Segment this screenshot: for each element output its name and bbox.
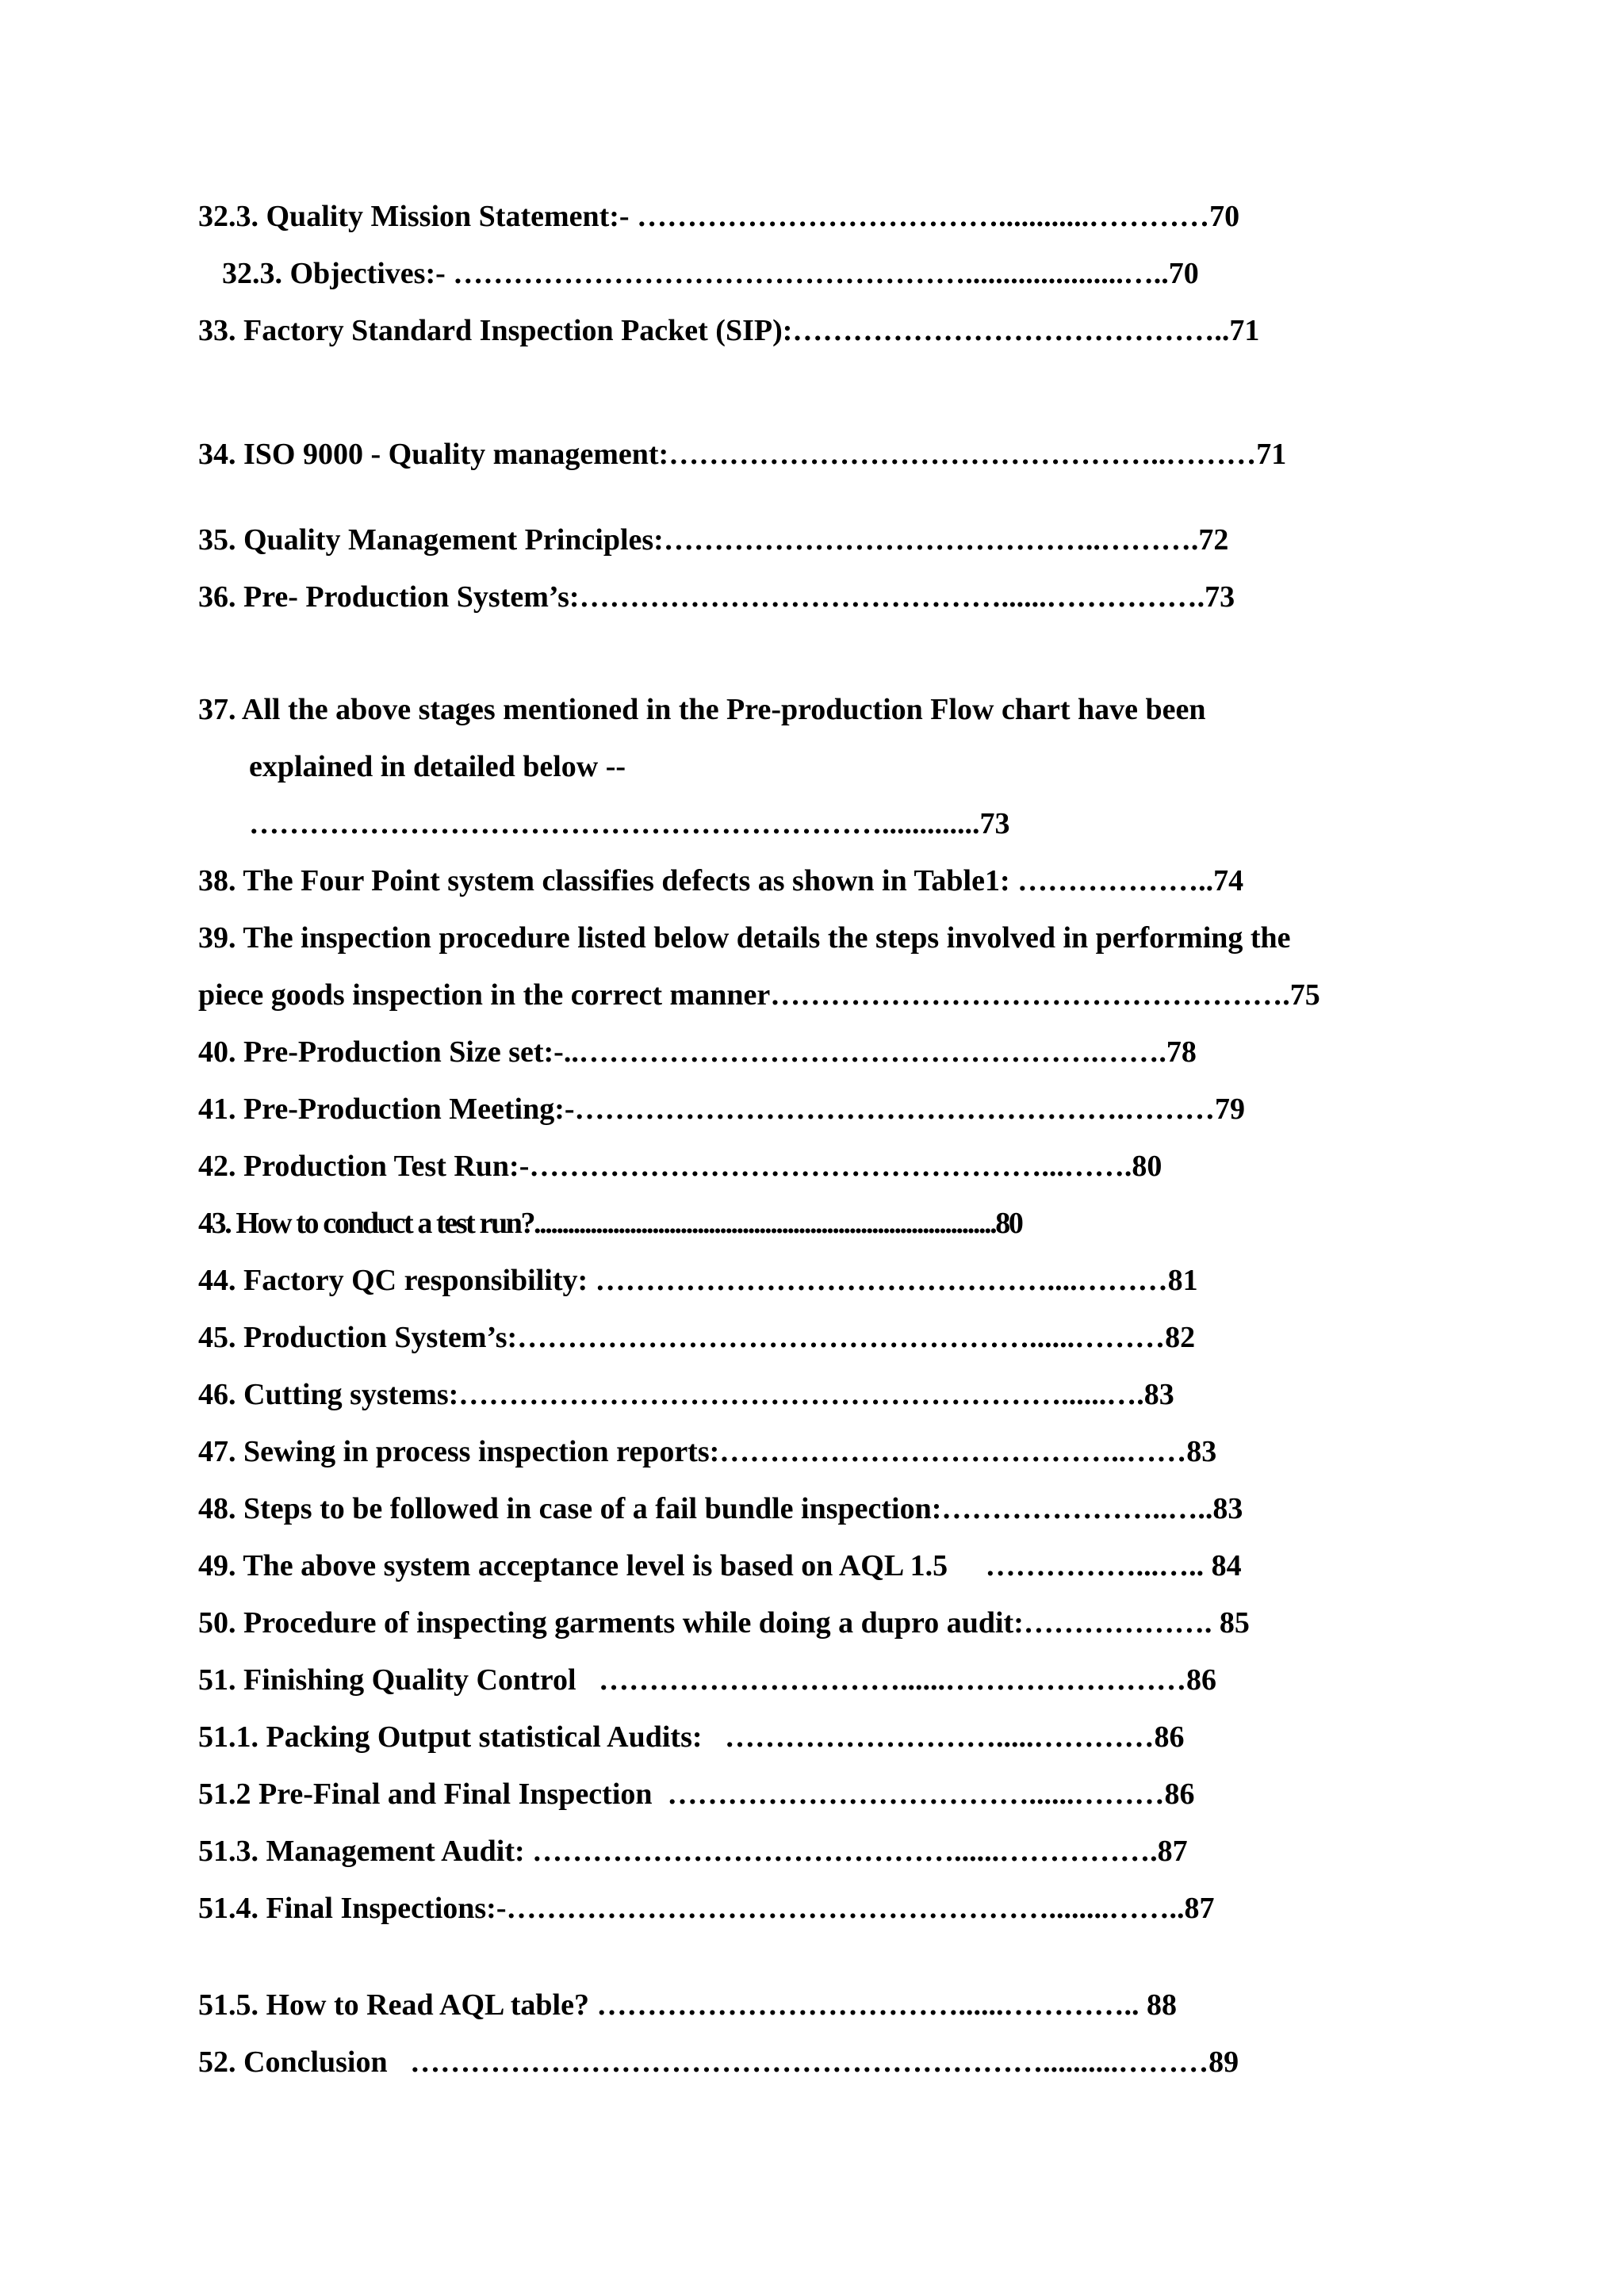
toc-entry-38: 38. The Four Point system classifies defects as shown in Table1: ………………..74 — [198, 864, 1244, 897]
toc-entry-32-3-mission: 32.3. Quality Mission Statement:- ………………………………............…………70 — [198, 200, 1240, 233]
toc-entry-37-line1: 37. All the above stages mentioned in the Pre-production Flow chart have been — [198, 693, 1206, 726]
toc-entry-37-line2: explained in detailed below -- — [249, 750, 626, 783]
toc-entry-51-2: 51.2 Pre-Final and Final Inspection ………………………………......………86 — [198, 1777, 1195, 1811]
toc-entry-32-3-objectives: 32.3. Objectives:- …………………………………………….....................…..70 — [222, 257, 1199, 290]
toc-entry-52: 52. Conclusion ………………………………………………………..........………89 — [198, 2045, 1239, 2079]
toc-entry-33: 33. Factory Standard Inspection Packet (SIP):……………………………………..71 — [198, 314, 1260, 347]
toc-entry-50: 50. Procedure of inspecting garments while doing a dupro audit:………………. 85 — [198, 1606, 1250, 1640]
toc-entry-35: 35. Quality Management Principles:……………………………………..……….72 — [198, 523, 1229, 557]
toc-entry-51-3: 51.3. Management Audit: ……………………………………......…………….87 — [198, 1835, 1188, 1868]
toc-entry-40: 40. Pre-Production Size set:-..…………………………………………….…….78 — [198, 1035, 1197, 1069]
toc-entry-42: 42. Production Test Run:-……………………………………………...…….80 — [198, 1150, 1162, 1183]
toc-entry-43: 43. How to conduct a test run?..................................................................................80 — [198, 1207, 1022, 1240]
toc-entry-51: 51. Finishing Quality Control …………………………......……………………86 — [198, 1663, 1217, 1697]
toc-entry-51-1: 51.1. Packing Output statistical Audits: ……………………….....…………86 — [198, 1720, 1185, 1754]
toc-entry-39-line1: 39. The inspection procedure listed below details the steps involved in performing the — [198, 921, 1291, 955]
toc-entry-51-4: 51.4. Final Inspections:-………………………………………………........……..87 — [198, 1892, 1215, 1925]
toc-entry-51-5: 51.5. How to Read AQL table? ………………………………......………….. 88 — [198, 1988, 1177, 2022]
toc-entry-48: 48. Steps to be followed in case of a fail bundle inspection:…………………..…..83 — [198, 1492, 1243, 1525]
toc-entry-37-line3: ……………………………………………………….............73 — [249, 807, 1010, 840]
toc-entry-46: 46. Cutting systems:……………………………………………………......….83 — [198, 1378, 1174, 1411]
toc-entry-45: 45. Production System’s:……………………………………………......………82 — [198, 1321, 1196, 1354]
toc-entry-47: 47. Sewing in process inspection reports:…………………………………..……83 — [198, 1435, 1217, 1468]
toc-entry-34: 34. ISO 9000 - Quality management:…………………………………………..………71 — [198, 438, 1287, 471]
toc-entry-44: 44. Factory QC responsibility: ………………………………………....………81 — [198, 1264, 1198, 1297]
toc-entry-49: 49. The above system acceptance level is based on AQL 1.5 ……………...….. 84 — [198, 1549, 1242, 1582]
toc-entry-41: 41. Pre-Production Meeting:-……………………………………………….………79 — [198, 1093, 1246, 1126]
toc-entry-36: 36. Pre- Production System’s:……………………………………......…………….73 — [198, 580, 1235, 614]
toc-entry-39-line2: piece goods inspection in the correct manner…………………………………………….75 — [198, 978, 1320, 1012]
